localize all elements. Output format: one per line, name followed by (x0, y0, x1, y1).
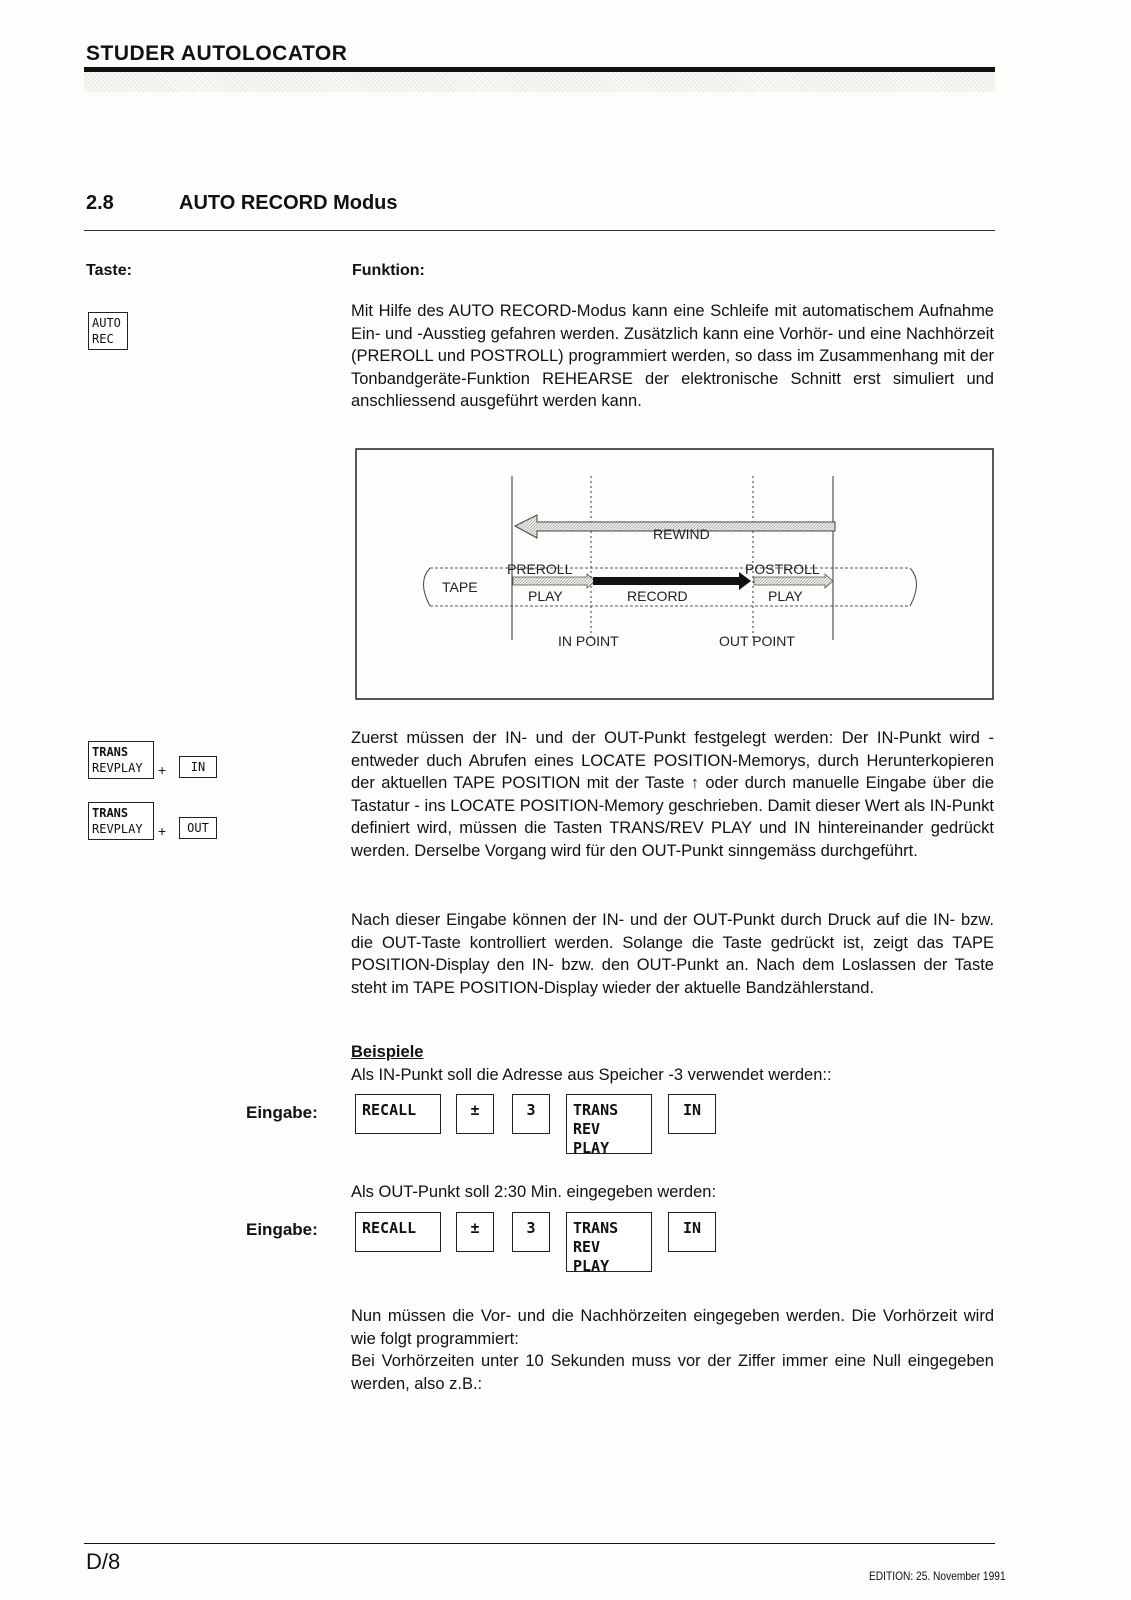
tape-left-curl (424, 568, 431, 606)
three-key-2: 3 (512, 1212, 550, 1252)
eingabe-label-2: Eingabe: (246, 1220, 318, 1239)
diagram-frame (356, 449, 993, 699)
out-point-label: OUT POINT (719, 633, 795, 649)
recall-key-2: RECALL (355, 1212, 441, 1252)
play-label-right: PLAY (768, 588, 803, 604)
recall-key-1: RECALL (355, 1094, 441, 1134)
ex1-revplay-line: REV PLAY (573, 1120, 610, 1157)
section-rule (84, 230, 995, 231)
taste-label: Taste: (86, 262, 132, 279)
ex1-trans-line: TRANS (573, 1101, 619, 1119)
trans-key2-line2: REVPLAY (92, 822, 143, 836)
funktion-label: Funktion: (352, 262, 425, 279)
postroll-label: POSTROLL (745, 561, 820, 577)
trans-revplay-key-2 (88, 802, 154, 840)
eingabe-label-1: Eingabe: (246, 1103, 318, 1122)
vorhoer-note-paragraph: Bei Vorhörzeiten unter 10 Sekunden muss vor der Ziffer immer eine Null eingegeben werden, also z.B.: (351, 1352, 994, 1393)
trans-key-line1: TRANS (92, 745, 129, 759)
trans-key-line2: REVPLAY (92, 761, 143, 775)
plusminus-key-2: ± (456, 1212, 494, 1252)
rewind-label: REWIND (653, 526, 710, 542)
in-key-ex1: IN (668, 1094, 716, 1134)
header-hatch-band (84, 72, 995, 92)
control-paragraph: Nach dieser Eingabe können der IN- und der OUT-Punkt durch Druck auf die IN- bzw. die OUT-Taste kontrolliert werden. Solange die Taste gedrückt ist, zeigt das TAPE POSITION-Display den IN- bzw. den OUT-Punkt an. Nach dem Loslassen der Taste steht im TAPE POSITION-Display wieder der aktuelle Bandzählerstand. (351, 911, 994, 997)
auto-rec-key-line1: AUTO (92, 316, 121, 330)
in-point-label: IN POINT (558, 633, 619, 649)
tape-label: TAPE (442, 579, 478, 595)
auto-rec-key (88, 312, 128, 350)
document-header-title: STUDER AUTOLOCATOR (86, 42, 348, 65)
section-number: 2.8 (86, 192, 114, 214)
trans-revplay-key-1 (88, 741, 154, 779)
example2-text: Als OUT-Punkt soll 2:30 Min. eingegeben werden: (351, 1183, 717, 1201)
auto-rec-key-line2: REC (92, 332, 114, 346)
ex2-revplay-line: REV PLAY (573, 1238, 610, 1275)
section-title: AUTO RECORD Modus (179, 192, 398, 214)
intro-paragraph: Mit Hilfe des AUTO RECORD-Modus kann eine Schleife mit automatischem Aufnahme Ein- und -Ausstieg gefahren werden. Zusätzlich kann eine Vorhör- und eine Nachhörzeit (PREROLL und POSTROLL) programmiert werden, so dass im Zusammenhang mit der Tonbandgeräte-Funktion REHEARSE der elektronische Schnitt erst simuliert und anschliessend ausgeführt werden kann. (351, 302, 994, 410)
plusminus-key-1: ± (456, 1094, 494, 1134)
three-key-1: 3 (512, 1094, 550, 1134)
trans-key2-line1: TRANS (92, 806, 129, 820)
footer-rule (84, 1543, 995, 1544)
in-out-paragraph: Zuerst müssen der IN- und der OUT-Punkt festgelegt werden: Der IN-Punkt wird - entweder duch Abrufen eines LOCATE POSITION-Memorys, durch Herunterkopieren der aktuellen TAPE POSITION mit der Taste ↑ oder durch manuelle Eingabe über die Tastatur - ins LOCATE POSITION-Memory geschrieben. Damit dieser Wert als IN-Punkt definiert wird, müssen die Tasten TRANS/REV PLAY und IN hintereinander gedrückt werden. Derselbe Vorgang wird für den OUT-Punkt sinngemäss durchgeführt. (351, 729, 994, 860)
page-number: D/8 (86, 1549, 121, 1574)
in-key: IN (179, 756, 217, 778)
vorhoer-paragraph: Nun müssen die Vor- und die Nachhörzeiten eingegeben werden. Die Vorhörzeit wird wie folgt programmiert: (351, 1307, 994, 1348)
auto-record-diagram (355, 448, 995, 703)
trans-revplay-key-ex2 (566, 1212, 652, 1275)
plus-sign-2: + (158, 823, 167, 839)
play-label-left: PLAY (528, 588, 563, 604)
plus-sign-1: + (158, 762, 167, 778)
ex2-trans-line: TRANS (573, 1219, 619, 1237)
example1-text: Als IN-Punkt soll die Adresse aus Speicher -3 verwendet werden:: (351, 1066, 832, 1084)
in-key-ex2: IN (668, 1212, 716, 1252)
preroll-label: PREROLL (507, 561, 573, 577)
record-label: RECORD (627, 588, 688, 604)
trans-revplay-key-ex1 (566, 1094, 652, 1157)
tape-right-curl (910, 568, 917, 606)
edition-date: EDITION: 25. November 1991 (869, 1569, 1006, 1583)
out-key: OUT (179, 817, 217, 839)
examples-heading: Beispiele (351, 1043, 424, 1061)
